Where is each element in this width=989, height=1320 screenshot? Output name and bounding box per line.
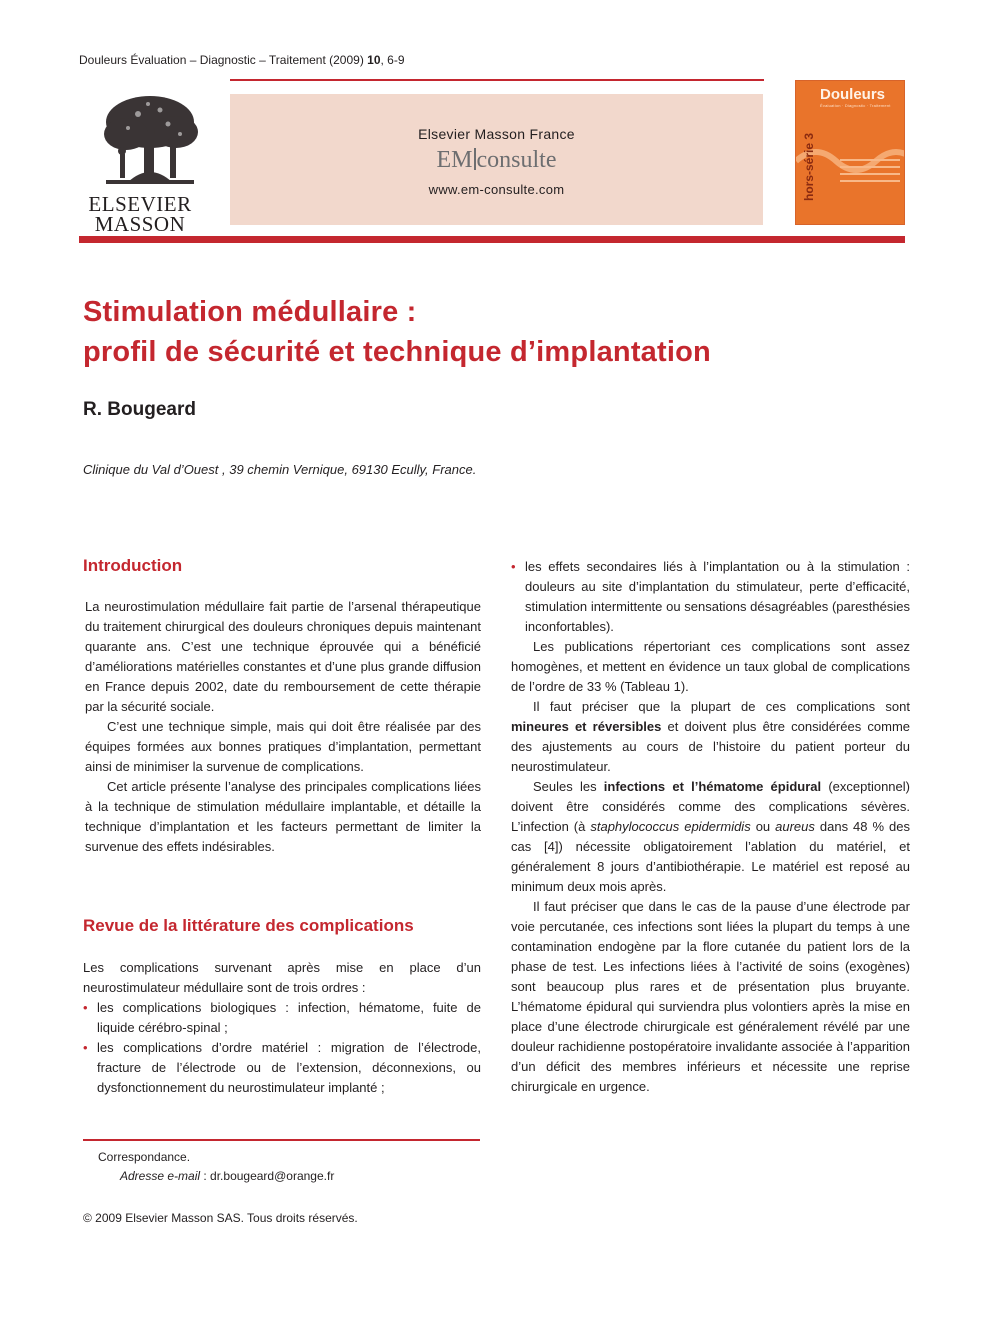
species-staphylococcus: staphylococcus epidermidis	[590, 819, 751, 834]
revue-body-right	[511, 557, 910, 1097]
publisher-banner	[230, 94, 763, 225]
cover-subtitle: Évaluation · Diagnostic · Traitement	[820, 103, 891, 108]
title-line-1: Stimulation médullaire :	[83, 296, 417, 328]
intro-paragraph-1: La neurostimulation médullaire fait partie de l’arsenal thérapeutique du traitement chirurgical des douleurs chroniques depuis maintenant quarante ans. C’est une technique éprouvée qui a bénéficié d’améliorations matérielles constantes et d’une plus grande diffusion en France depuis 2002, date du remboursement de cette thérapie par la sécurité sociale.	[85, 599, 481, 714]
title-line-2: profil de sécurité et technique d’implantation	[83, 336, 711, 368]
revue-body-left	[83, 958, 481, 1098]
logo-wordmark-masson: MASSON	[94, 212, 186, 236]
emphasis-mineures: mineures et réversibles	[511, 719, 662, 734]
header-rule	[79, 236, 905, 243]
em-consulte-right: consulte	[476, 147, 557, 173]
header-rule-top	[230, 79, 764, 81]
journal-citation	[79, 53, 405, 67]
publisher-logo	[80, 88, 220, 236]
emphasis-infections: infections et l’hématome épidural	[603, 779, 822, 794]
email-label: Adresse e-mail	[120, 1169, 201, 1183]
section-heading-introduction: Introduction	[83, 556, 183, 575]
author-affiliation: Clinique du Val d’Ouest , 39 chemin Vernique, 69130 Ecully, France.	[83, 462, 477, 477]
section-heading-revue: Revue de la littérature des complications	[83, 916, 414, 935]
cover-series: hors-série 3	[802, 132, 816, 201]
banner-publisher: Elsevier Masson France	[418, 126, 575, 142]
cover-title: Douleurs	[820, 86, 886, 103]
revue-paragraph-4: Seules les infections et l’hématome épidural (exceptionnel) doivent être considérés comme des complications sévères. L’infection (à staphylococcus epidermidis ou aureus dans 48 % des cas [4]) nécessite obligatoirement l’ablation du matériel, et généralement 8 jours d’antibiothérapie. Le matériel est reposé au minimum deux mois après.	[511, 779, 910, 894]
article-title	[83, 292, 903, 372]
footnote-rule	[83, 1139, 480, 1141]
list-item: • les complications d’ordre matériel : migration de l’électrode, fracture de l’électrode ou de l’extension, déconnexions, ou dysfonctionnement du neurostimulateur implanté ;	[83, 1038, 481, 1098]
footnote-label: Correspondance.	[98, 1150, 191, 1164]
copyright: © 2009 Elsevier Masson SAS. Tous droits réservés.	[83, 1211, 358, 1225]
email-link[interactable]: dr.bougeard@orange.fr	[210, 1169, 335, 1183]
revue-paragraph-3: Il faut préciser que la plupart de ces complications sont mineures et réversibles et doivent plus être considérées comme des ajustements au cours de l’histoire du patient porteur du neurostimulateur.	[511, 699, 910, 774]
introduction-body	[85, 597, 481, 857]
journal-name: Douleurs Évaluation – Diagnostic – Traitement (2009)	[79, 53, 368, 67]
article-author: R. Bougeard	[83, 399, 196, 420]
footnote	[98, 1148, 334, 1186]
list-item: • les complications biologiques : infection, hématome, fuite de liquide cérébro-spinal ;	[83, 998, 481, 1038]
revue-paragraph-5: Il faut préciser que dans le cas de la pause d’une électrode par voie percutanée, ces infections sont liées la plupart du temps à une contamination endogène par la flore cutanée du patient lors de la phase de test. Les infections liées à l’activité de soins (exogènes) sont beaucoup plus rares et de présentation plus bruyante. L’hématome épidural qui surviendra plus volontiers après la mise en place d’une électrode chirurgicale est généralement révélé par une douleur rachidienne postopératoire invalidante associée à l’apparition d’un déficit des membres inférieurs et nécessite une reprise chirurgicale en urgence.	[511, 899, 910, 1094]
species-aureus: aureus	[775, 819, 815, 834]
journal-volume: 10	[367, 53, 381, 67]
intro-paragraph-2: C’est une technique simple, mais qui doit être réalisée par des équipes formées aux bonnes pratiques d’implantation, permettant ainsi de minimiser la survenue de complications.	[85, 719, 481, 774]
complication-list-continued	[511, 557, 910, 637]
intro-paragraph-3: Cet article présente l’analyse des principales complications liées à la technique de stimulation médullaire implantable, et détaille la technique d’implantation et les facteurs permettant de limiter la survenue des effets indésirables.	[85, 779, 481, 854]
banner-url: www.em-consulte.com	[428, 182, 565, 197]
list-item: • les effets secondaires liés à l’implantation ou à la stimulation : douleurs au site d’implantation du stimulateur, perte d’efficacité, stimulation intermittente ou sensations désagréables (paresthésies inconfortables).	[511, 557, 910, 637]
journal-pages: , 6-9	[380, 53, 405, 67]
logo-wordmark-elsevier: ELSEVIER	[88, 192, 192, 216]
revue-paragraph-1: Les complications survenant après mise en place d’un neurostimulateur médullaire sont de trois ordres :	[83, 960, 481, 995]
cover-text-lines	[840, 159, 900, 187]
revue-paragraph-2: Les publications répertoriant ces complications sont assez homogènes, et mettent en évidence un taux global de complications de l’ordre de 33 % (Tableau 1).	[511, 639, 910, 694]
em-consulte-logo	[230, 147, 763, 174]
em-consulte-left: EM	[436, 147, 473, 173]
complication-list	[83, 998, 481, 1098]
em-consulte-divider	[474, 148, 476, 170]
journal-cover-thumbnail	[795, 80, 905, 225]
elsevier-tree-logo	[98, 92, 202, 190]
footnote-email-line: Adresse e-mail : dr.bougeard@orange.fr	[120, 1169, 335, 1183]
